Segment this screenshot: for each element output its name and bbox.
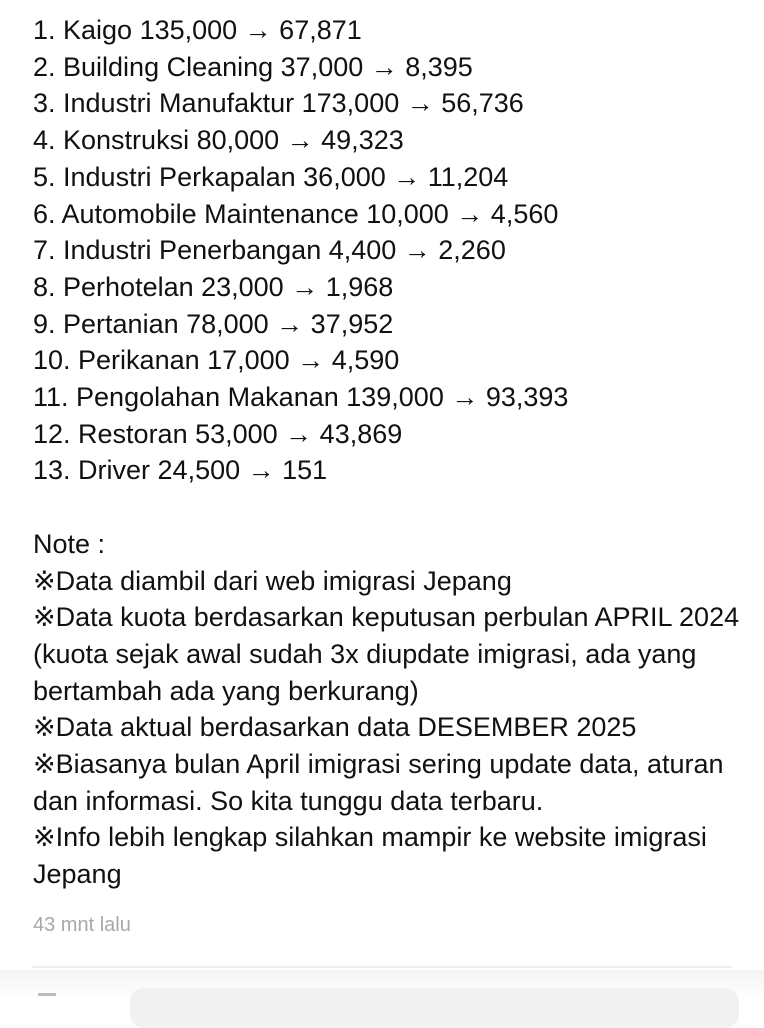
timestamp: 43 mnt lalu bbox=[33, 914, 131, 936]
quota-item: 2. Building Cleaning 37,000 → 8,395 bbox=[33, 51, 473, 82]
quota-item: 8. Perhotelan 23,000 → 1,968 bbox=[33, 271, 394, 302]
message-body bbox=[33, 12, 753, 893]
note-item: ※Data kuota berdasarkan keputusan perbulan APRIL 2024 (kuota sejak awal sudah 3x diupdate imigrasi, ada yang bertambah ada yang berkurang) bbox=[33, 602, 740, 706]
attach-icon[interactable] bbox=[38, 993, 56, 996]
quota-item: 13. Driver 24,500 → 151 bbox=[33, 455, 328, 486]
note-item: ※Data aktual berdasarkan data DESEMBER 2025 bbox=[33, 712, 637, 743]
notes-list bbox=[33, 563, 753, 893]
quota-item: 4. Konstruksi 80,000 → 49,323 bbox=[33, 125, 404, 156]
note-item: ※Biasanya bulan April imigrasi sering update data, aturan dan informasi. So kita tunggu data terbaru. bbox=[33, 749, 724, 816]
quota-item: 6. Automobile Maintenance 10,000 → 4,560 bbox=[33, 198, 559, 229]
quota-item: 12. Restoran 53,000 → 43,869 bbox=[33, 418, 403, 449]
reply-input[interactable] bbox=[130, 988, 739, 1028]
note-item: ※Data diambil dari web imigrasi Jepang bbox=[33, 565, 512, 596]
quota-item: 10. Perikanan 17,000 → 4,590 bbox=[33, 345, 400, 376]
quota-item: 9. Pertanian 78,000 → 37,952 bbox=[33, 308, 394, 339]
quota-item: 7. Industri Penerbangan 4,400 → 2,260 bbox=[33, 235, 506, 266]
quota-item: 11. Pengolahan Makanan 139,000 → 93,393 bbox=[33, 382, 569, 413]
note-title: Note : bbox=[33, 528, 106, 559]
quota-list bbox=[33, 12, 753, 489]
quota-item: 5. Industri Perkapalan 36,000 → 11,204 bbox=[33, 161, 509, 192]
quota-item: 1. Kaigo 135,000 → 67,871 bbox=[33, 15, 362, 45]
note-item: ※Info lebih lengkap silahkan mampir ke website imigrasi Jepang bbox=[33, 822, 707, 890]
quota-item: 3. Industri Manufaktur 173,000 → 56,736 bbox=[33, 88, 524, 119]
divider bbox=[32, 966, 732, 968]
